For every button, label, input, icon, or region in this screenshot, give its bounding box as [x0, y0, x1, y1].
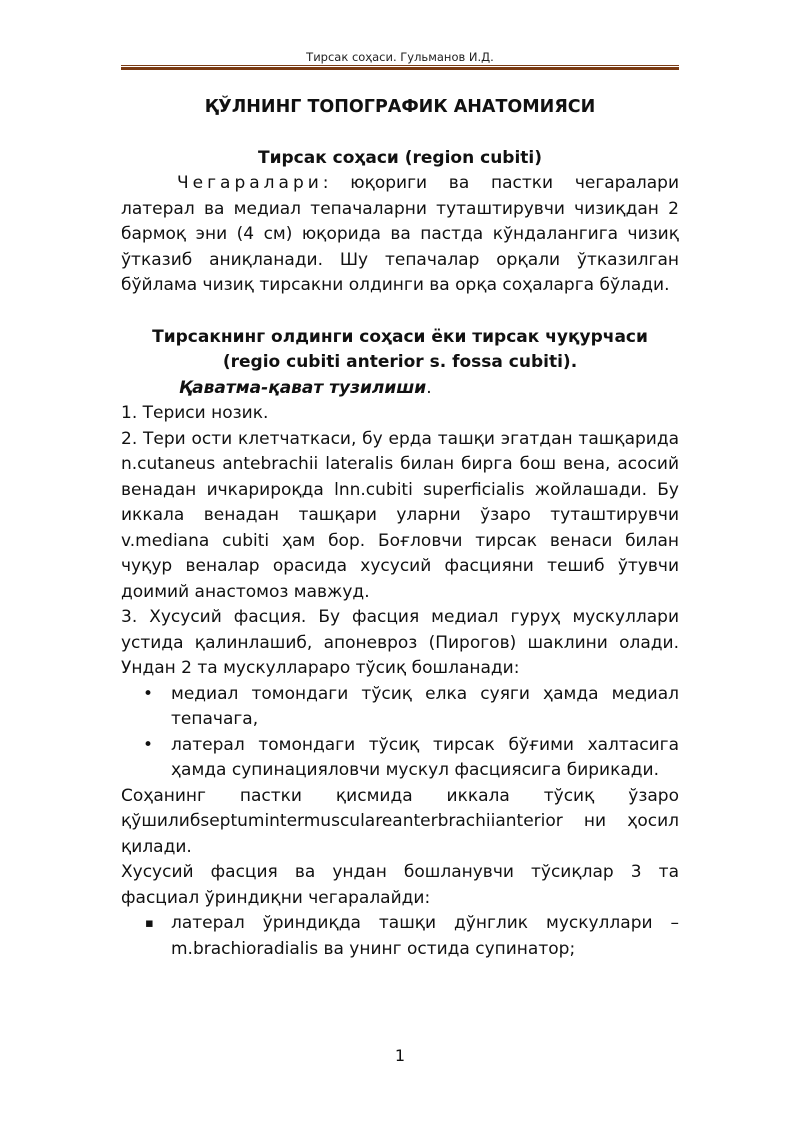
septum-paragraph: Соҳанинг пастки қисмида иккала тўсиқ ўзаро қўшилибseptumintermusculareanterbrachiianterior ни ҳосил қилади. — [121, 785, 679, 857]
layers-heading-text: Қаватма-қават тузилиши — [179, 377, 427, 398]
document-body — [121, 95, 679, 962]
section2-title-line1: Тирсакнинг олдинги соҳаси ёки тирсак чуқурчаси — [152, 326, 648, 347]
bullet-item-lateral-compartment: ▪ латерал ўриндиқда ташқи дўнглик мускуллари – m.brachioradialis ва унинг остида супинатор; — [145, 913, 679, 959]
layers-heading — [121, 376, 679, 402]
main-title: ҚЎЛНИНГ ТОПОГРАФИК АНАТОМИЯСИ — [204, 97, 596, 117]
fascia-compartments-paragraph: Хусусий фасция ва ундан бошланувчи тўсиқлар 3 та фасциал ўриндиқни чегаралайди: — [121, 862, 679, 908]
list-item-fascia: 3. Хусусий фасция. Бу фасция медиал гуруҳ мускуллари устида қалинлашиб, апоневроз (Пирогов) шаклини олади. Ундан 2 та мускулларaро тўсиқ бошланади: — [121, 607, 679, 678]
header-rule-thick — [121, 67, 679, 70]
septum-bullet-list — [121, 682, 679, 784]
bullet-item-medial: • медиал томондаги тўсиқ елка суяги ҳамда медиал тепачага, — [143, 683, 679, 729]
boundaries-text: : юқориги ва пастки чегаралари латерал ва медиал тепачаларни туташтирувчи чизиқдан 2 бармоқ эни (4 см) юқорида ва пастда кўндалангига чизиқ ўтказиб аниқланади. Шу тепачалар орқали ўтказилган бўйлама чизиқ тирсакни олдинги ва орқа соҳаларга бўлади. — [121, 173, 679, 295]
boundaries-lead: Чегаралари — [177, 173, 323, 193]
running-header: Тирсак соҳаси. Гульманов И.Д. — [306, 50, 494, 64]
compartment-bullet-list — [121, 911, 679, 962]
section1-title: Тирсак соҳаси (region cubiti) — [257, 147, 543, 168]
bullet-icon: • — [143, 734, 154, 755]
spacer — [121, 299, 679, 325]
list-item-skin: 1. Териси нозик. — [121, 403, 269, 423]
layers-heading-dot: . — [426, 377, 432, 398]
section2-title-line2: (regio cubiti anterior s. fossa cubiti). — [222, 352, 578, 372]
list-item-subcutaneous: 2. Тери ости клетчаткаси, бу ерда ташқи эгатдан ташқарида n.cutaneus antebrachii lateralis билан бирга бош вена, асосий венадан ичкарироқда lnn.cubiti superficialis жойлашади. Бу иккала венадан ташқари уларни ўзаро туташтирувчи v.mediana cubiti ҳам бор. Боғловчи тирсак венаси билан чуқур веналар орасида хусусий фасцияни тешиб ўтувчи доимий анастомоз мавжуд. — [121, 428, 679, 602]
page-number: 1 — [394, 1046, 406, 1065]
section1-paragraph — [121, 171, 679, 299]
bullet-icon: • — [143, 683, 154, 704]
header-rule-thin — [121, 65, 679, 66]
square-bullet-icon: ▪ — [145, 916, 154, 931]
bullet-item-lateral: • латерал томондаги тўсиқ тирсак бўғими халтасига ҳамда супинацияловчи мускул фасциясига бирикади. — [143, 734, 679, 780]
